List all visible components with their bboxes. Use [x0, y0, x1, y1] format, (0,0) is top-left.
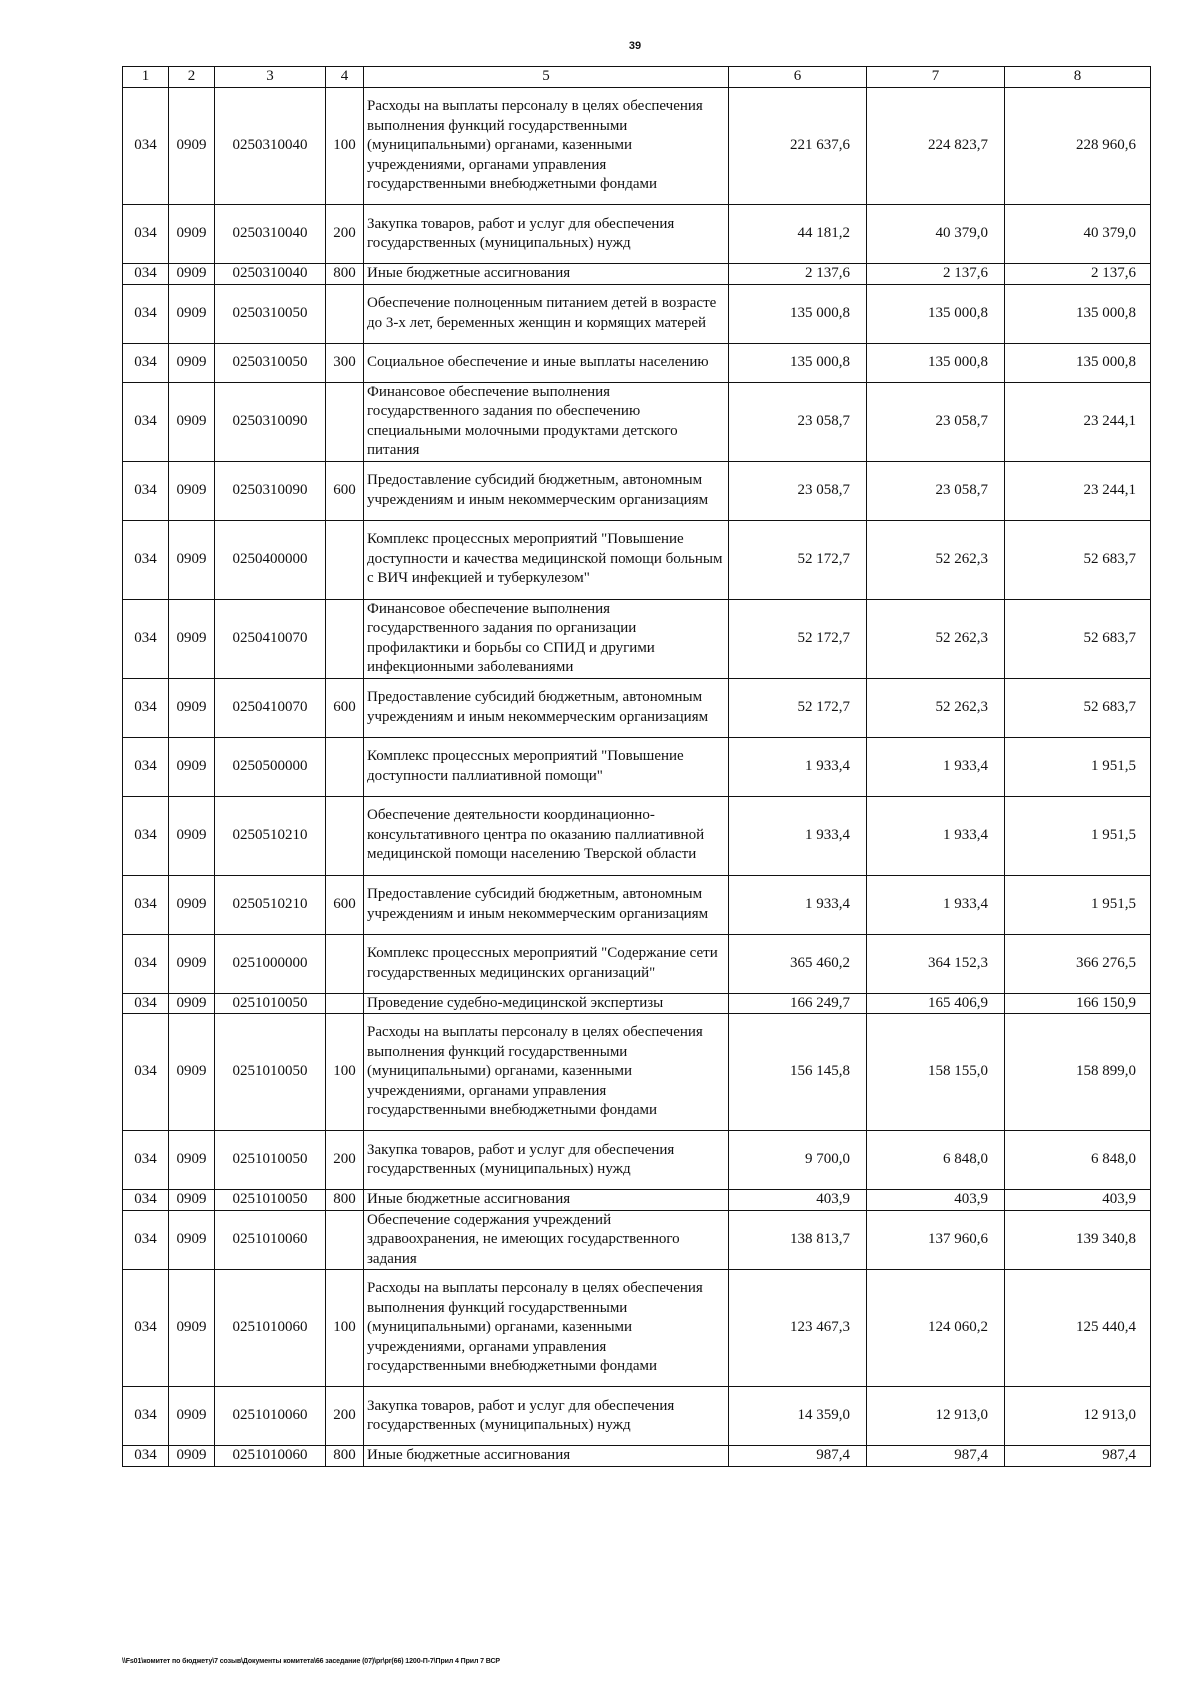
- row-expense-name: Иные бюджетные ассигнования: [364, 1446, 729, 1467]
- row-value-col6: 221 637,6: [729, 88, 867, 205]
- table-row: [123, 1210, 1151, 1270]
- row-expense-name: Предоставление субсидий бюджетным, автономным учреждениям и иным некоммерческим организациям: [364, 678, 729, 737]
- row-target-article: 0251010050: [215, 993, 326, 1014]
- table-row: [123, 343, 1151, 382]
- row-value-col6: 44 181,2: [729, 205, 867, 264]
- table-row: [123, 934, 1151, 993]
- row-expense-type: [326, 520, 364, 599]
- row-value-col7: 52 262,3: [867, 599, 1005, 678]
- table-row: [123, 205, 1151, 264]
- table-row: [123, 796, 1151, 875]
- row-chapter-code: 034: [123, 1131, 169, 1190]
- row-value-col6: 403,9: [729, 1190, 867, 1211]
- row-chapter-code: 034: [123, 875, 169, 934]
- row-value-col6: 1 933,4: [729, 875, 867, 934]
- row-expense-name: Комплекс процессных мероприятий "Повышение доступности паллиативной помощи": [364, 737, 729, 796]
- row-value-col8: 23 244,1: [1005, 461, 1151, 520]
- table-row: [123, 1131, 1151, 1190]
- row-value-col7: 12 913,0: [867, 1387, 1005, 1446]
- file-path-footer: \\Fs01\комитет по бюджету\7 созыв\Документы комитета\66 заседание (07)\pr\pr(66) 1200-П-7\Прил 4 Прил 7 ВСР: [122, 1658, 501, 1665]
- row-value-col8: 125 440,4: [1005, 1270, 1151, 1387]
- row-chapter-code: 034: [123, 1014, 169, 1131]
- row-chapter-code: 034: [123, 1210, 169, 1270]
- row-section-code: 0909: [169, 343, 215, 382]
- row-value-col7: 403,9: [867, 1190, 1005, 1211]
- row-expense-name: Расходы на выплаты персоналу в целях обеспечения выполнения функций государственными (муниципальными) органами, казенными учреждениями, органами управления государственными внебюджетными фондами: [364, 88, 729, 205]
- row-target-article: 0250400000: [215, 520, 326, 599]
- table-row: [123, 993, 1151, 1014]
- row-expense-type: 200: [326, 205, 364, 264]
- table-row: [123, 382, 1151, 461]
- col-header-7: 7: [867, 67, 1005, 88]
- row-chapter-code: 034: [123, 1387, 169, 1446]
- col-header-5: 5: [364, 67, 729, 88]
- row-expense-name: Закупка товаров, работ и услуг для обеспечения государственных (муниципальных) нужд: [364, 1131, 729, 1190]
- col-header-4: 4: [326, 67, 364, 88]
- row-chapter-code: 034: [123, 205, 169, 264]
- row-section-code: 0909: [169, 934, 215, 993]
- row-expense-name: Иные бюджетные ассигнования: [364, 264, 729, 285]
- row-target-article: 0250310040: [215, 264, 326, 285]
- row-value-col6: 23 058,7: [729, 382, 867, 461]
- row-value-col6: 365 460,2: [729, 934, 867, 993]
- row-target-article: 0250510210: [215, 875, 326, 934]
- col-header-1: 1: [123, 67, 169, 88]
- row-chapter-code: 034: [123, 934, 169, 993]
- table-row: [123, 1270, 1151, 1387]
- row-expense-name: Обеспечение содержания учреждений здравоохранения, не имеющих государственного задания: [364, 1210, 729, 1270]
- row-value-col7: 165 406,9: [867, 993, 1005, 1014]
- row-target-article: 0251000000: [215, 934, 326, 993]
- row-value-col6: 138 813,7: [729, 1210, 867, 1270]
- row-expense-name: Закупка товаров, работ и услуг для обеспечения государственных (муниципальных) нужд: [364, 205, 729, 264]
- row-chapter-code: 034: [123, 343, 169, 382]
- row-target-article: 0250310040: [215, 88, 326, 205]
- row-chapter-code: 034: [123, 264, 169, 285]
- row-value-col6: 23 058,7: [729, 461, 867, 520]
- row-value-col6: 52 172,7: [729, 678, 867, 737]
- col-header-2: 2: [169, 67, 215, 88]
- row-value-col7: 224 823,7: [867, 88, 1005, 205]
- row-value-col8: 1 951,5: [1005, 875, 1151, 934]
- row-value-col8: 139 340,8: [1005, 1210, 1151, 1270]
- row-chapter-code: 034: [123, 382, 169, 461]
- row-value-col7: 6 848,0: [867, 1131, 1005, 1190]
- row-value-col7: 364 152,3: [867, 934, 1005, 993]
- row-value-col8: 12 913,0: [1005, 1387, 1151, 1446]
- row-expense-type: 300: [326, 343, 364, 382]
- row-value-col8: 1 951,5: [1005, 737, 1151, 796]
- row-chapter-code: 034: [123, 737, 169, 796]
- row-section-code: 0909: [169, 599, 215, 678]
- row-target-article: 0250410070: [215, 678, 326, 737]
- col-header-6: 6: [729, 67, 867, 88]
- row-expense-type: 600: [326, 461, 364, 520]
- row-expense-type: 800: [326, 264, 364, 285]
- row-expense-type: 600: [326, 875, 364, 934]
- row-value-col6: 52 172,7: [729, 599, 867, 678]
- row-value-col8: 135 000,8: [1005, 284, 1151, 343]
- row-expense-type: [326, 382, 364, 461]
- row-value-col8: 52 683,7: [1005, 678, 1151, 737]
- table-row: [123, 875, 1151, 934]
- row-value-col7: 987,4: [867, 1446, 1005, 1467]
- row-expense-type: [326, 1210, 364, 1270]
- row-value-col7: 23 058,7: [867, 461, 1005, 520]
- row-expense-name: Финансовое обеспечение выполнения государственного задания по организации профилактики и борьбы со СПИД и другими инфекционными заболеваниями: [364, 599, 729, 678]
- row-value-col8: 158 899,0: [1005, 1014, 1151, 1131]
- row-value-col7: 23 058,7: [867, 382, 1005, 461]
- table-row: [123, 1190, 1151, 1211]
- row-expense-name: Комплекс процессных мероприятий "Содержание сети государственных медицинских организаций": [364, 934, 729, 993]
- row-chapter-code: 034: [123, 993, 169, 1014]
- row-section-code: 0909: [169, 1270, 215, 1387]
- row-section-code: 0909: [169, 737, 215, 796]
- row-section-code: 0909: [169, 205, 215, 264]
- row-chapter-code: 034: [123, 1190, 169, 1211]
- row-expense-type: [326, 599, 364, 678]
- row-section-code: 0909: [169, 461, 215, 520]
- row-value-col6: 52 172,7: [729, 520, 867, 599]
- row-section-code: 0909: [169, 1014, 215, 1131]
- row-value-col6: 166 249,7: [729, 993, 867, 1014]
- row-value-col7: 40 379,0: [867, 205, 1005, 264]
- table-row: [123, 737, 1151, 796]
- row-expense-type: 100: [326, 1270, 364, 1387]
- row-value-col6: 987,4: [729, 1446, 867, 1467]
- column-number-row: [123, 67, 1151, 88]
- row-expense-type: 200: [326, 1131, 364, 1190]
- row-value-col8: 228 960,6: [1005, 88, 1151, 205]
- row-section-code: 0909: [169, 678, 215, 737]
- row-chapter-code: 034: [123, 461, 169, 520]
- row-expense-type: 800: [326, 1190, 364, 1211]
- table-row: [123, 1014, 1151, 1131]
- row-value-col6: 9 700,0: [729, 1131, 867, 1190]
- row-chapter-code: 034: [123, 284, 169, 343]
- budget-table: [122, 66, 1151, 1467]
- row-section-code: 0909: [169, 1446, 215, 1467]
- row-section-code: 0909: [169, 1387, 215, 1446]
- row-target-article: 0251010060: [215, 1446, 326, 1467]
- row-chapter-code: 034: [123, 599, 169, 678]
- row-section-code: 0909: [169, 1131, 215, 1190]
- row-section-code: 0909: [169, 264, 215, 285]
- row-expense-name: Обеспечение деятельности координационно-консультативного центра по оказанию паллиативной медицинской помощи населению Тверской области: [364, 796, 729, 875]
- row-expense-type: 100: [326, 1014, 364, 1131]
- table-row: [123, 284, 1151, 343]
- row-value-col8: 2 137,6: [1005, 264, 1151, 285]
- row-expense-name: Комплекс процессных мероприятий "Повышение доступности и качества медицинской помощи больным с ВИЧ инфекцией и туберкулезом": [364, 520, 729, 599]
- row-expense-type: [326, 284, 364, 343]
- row-expense-type: 100: [326, 88, 364, 205]
- row-target-article: 0251010050: [215, 1014, 326, 1131]
- row-value-col7: 1 933,4: [867, 875, 1005, 934]
- row-value-col7: 137 960,6: [867, 1210, 1005, 1270]
- table-row: [123, 461, 1151, 520]
- row-value-col8: 987,4: [1005, 1446, 1151, 1467]
- row-value-col8: 6 848,0: [1005, 1131, 1151, 1190]
- row-target-article: 0251010060: [215, 1387, 326, 1446]
- row-target-article: 0250410070: [215, 599, 326, 678]
- row-section-code: 0909: [169, 796, 215, 875]
- row-section-code: 0909: [169, 88, 215, 205]
- row-value-col7: 1 933,4: [867, 796, 1005, 875]
- row-value-col7: 124 060,2: [867, 1270, 1005, 1387]
- row-value-col7: 52 262,3: [867, 678, 1005, 737]
- row-target-article: 0250510210: [215, 796, 326, 875]
- row-value-col7: 1 933,4: [867, 737, 1005, 796]
- row-value-col8: 40 379,0: [1005, 205, 1151, 264]
- row-expense-name: Проведение судебно-медицинской экспертизы: [364, 993, 729, 1014]
- row-value-col7: 158 155,0: [867, 1014, 1005, 1131]
- row-value-col6: 14 359,0: [729, 1387, 867, 1446]
- row-value-col8: 403,9: [1005, 1190, 1151, 1211]
- table-row: [123, 1387, 1151, 1446]
- row-target-article: 0250310090: [215, 461, 326, 520]
- row-target-article: 0250310050: [215, 284, 326, 343]
- row-section-code: 0909: [169, 875, 215, 934]
- row-value-col6: 135 000,8: [729, 284, 867, 343]
- row-target-article: 0251010060: [215, 1270, 326, 1387]
- row-expense-type: [326, 934, 364, 993]
- row-value-col8: 166 150,9: [1005, 993, 1151, 1014]
- table-row: [123, 88, 1151, 205]
- row-chapter-code: 034: [123, 1446, 169, 1467]
- row-section-code: 0909: [169, 520, 215, 599]
- table-row: [123, 520, 1151, 599]
- row-expense-name: Социальное обеспечение и иные выплаты населению: [364, 343, 729, 382]
- row-expense-type: [326, 993, 364, 1014]
- row-expense-name: Закупка товаров, работ и услуг для обеспечения государственных (муниципальных) нужд: [364, 1387, 729, 1446]
- row-value-col8: 52 683,7: [1005, 520, 1151, 599]
- row-value-col8: 135 000,8: [1005, 343, 1151, 382]
- row-target-article: 0251010050: [215, 1131, 326, 1190]
- row-expense-type: 800: [326, 1446, 364, 1467]
- row-target-article: 0250310040: [215, 205, 326, 264]
- col-header-3: 3: [215, 67, 326, 88]
- row-expense-name: Иные бюджетные ассигнования: [364, 1190, 729, 1211]
- row-section-code: 0909: [169, 1190, 215, 1211]
- row-expense-name: Обеспечение полноценным питанием детей в возрасте до 3-х лет, беременных женщин и кормящих матерей: [364, 284, 729, 343]
- row-expense-name: Финансовое обеспечение выполнения государственного задания по обеспечению специальными молочными продуктами детского питания: [364, 382, 729, 461]
- row-value-col8: 366 276,5: [1005, 934, 1151, 993]
- row-value-col6: 1 933,4: [729, 796, 867, 875]
- row-value-col6: 1 933,4: [729, 737, 867, 796]
- table-row: [123, 678, 1151, 737]
- table-row: [123, 599, 1151, 678]
- row-expense-name: Предоставление субсидий бюджетным, автономным учреждениям и иным некоммерческим организациям: [364, 875, 729, 934]
- row-section-code: 0909: [169, 1210, 215, 1270]
- row-chapter-code: 034: [123, 520, 169, 599]
- row-section-code: 0909: [169, 993, 215, 1014]
- row-chapter-code: 034: [123, 678, 169, 737]
- table-row: [123, 264, 1151, 285]
- row-chapter-code: 034: [123, 1270, 169, 1387]
- row-target-article: 0250310050: [215, 343, 326, 382]
- row-value-col8: 23 244,1: [1005, 382, 1151, 461]
- row-value-col6: 156 145,8: [729, 1014, 867, 1131]
- row-section-code: 0909: [169, 284, 215, 343]
- row-expense-type: 200: [326, 1387, 364, 1446]
- row-expense-type: 600: [326, 678, 364, 737]
- row-value-col8: 52 683,7: [1005, 599, 1151, 678]
- row-expense-name: Расходы на выплаты персоналу в целях обеспечения выполнения функций государственными (муниципальными) органами, казенными учреждениями, органами управления государственными внебюджетными фондами: [364, 1014, 729, 1131]
- row-expense-type: [326, 796, 364, 875]
- row-target-article: 0251010050: [215, 1190, 326, 1211]
- row-value-col6: 2 137,6: [729, 264, 867, 285]
- row-target-article: 0250310090: [215, 382, 326, 461]
- col-header-8: 8: [1005, 67, 1151, 88]
- row-section-code: 0909: [169, 382, 215, 461]
- table-row: [123, 1446, 1151, 1467]
- row-value-col6: 135 000,8: [729, 343, 867, 382]
- row-expense-name: Расходы на выплаты персоналу в целях обеспечения выполнения функций государственными (муниципальными) органами, казенными учреждениями, органами управления государственными внебюджетными фондами: [364, 1270, 729, 1387]
- row-value-col6: 123 467,3: [729, 1270, 867, 1387]
- row-expense-name: Предоставление субсидий бюджетным, автономным учреждениям и иным некоммерческим организациям: [364, 461, 729, 520]
- row-chapter-code: 034: [123, 88, 169, 205]
- row-value-col8: 1 951,5: [1005, 796, 1151, 875]
- row-value-col7: 52 262,3: [867, 520, 1005, 599]
- page-number: 39: [628, 40, 642, 52]
- row-value-col7: 135 000,8: [867, 284, 1005, 343]
- row-target-article: 0250500000: [215, 737, 326, 796]
- row-value-col7: 2 137,6: [867, 264, 1005, 285]
- row-expense-type: [326, 737, 364, 796]
- row-value-col7: 135 000,8: [867, 343, 1005, 382]
- row-target-article: 0251010060: [215, 1210, 326, 1270]
- row-chapter-code: 034: [123, 796, 169, 875]
